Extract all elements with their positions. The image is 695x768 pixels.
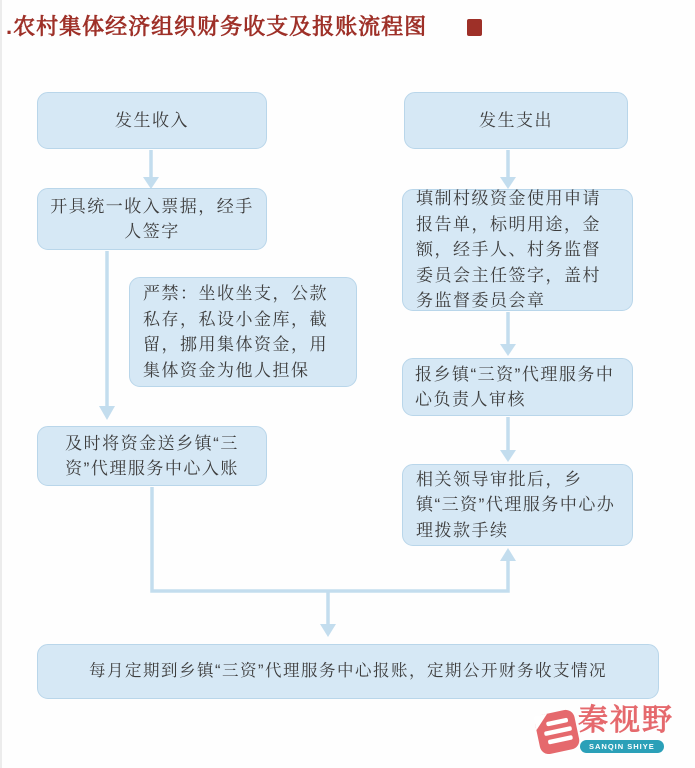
node-expense-review: 报乡镇“三资”代理服务中心负责人审核 — [402, 358, 633, 416]
arrow-income-receipt-to-deposit — [99, 251, 115, 420]
page-title: .农村集体经济组织财务收支及报账流程图 — [6, 14, 428, 39]
brand-subtitle-badge: SANQIN SHIYE — [580, 740, 664, 753]
node-income-deposit: 及时将资金送乡镇“三资”代理服务中心入账 — [37, 426, 267, 486]
node-monthly-report: 每月定期到乡镇“三资”代理服务中心报账，定期公开财务收支情况 — [37, 644, 659, 699]
title-red-block — [467, 19, 482, 36]
brand-name: 秦视野 — [578, 704, 674, 737]
arrow-expense-form-to-review — [500, 312, 516, 356]
arrow-income-start-to-receipt — [143, 150, 159, 189]
brand-logo-icon — [532, 703, 582, 759]
arrow-expense-start-to-form — [500, 150, 516, 189]
node-income-start: 发生收入 — [37, 92, 267, 149]
node-prohibition-note: 严禁：坐收坐支，公款私存，私设小金库，截留，挪用集体资金，用集体资金为他人担保 — [129, 277, 357, 387]
node-expense-disburse: 相关领导审批后，乡镇“三资”代理服务中心办理拨款手续 — [402, 464, 633, 546]
node-income-receipt: 开具统一收入票据，经手人签字 — [37, 188, 267, 250]
watermark-logo — [532, 700, 682, 764]
node-expense-start: 发生支出 — [404, 92, 628, 149]
node-expense-form: 填制村级资金使用申请报告单，标明用途，金额，经手人、村务监督委员会主任签字，盖村务监督委员会章 — [402, 189, 633, 311]
arrow-expense-review-to-disburse — [500, 417, 516, 462]
